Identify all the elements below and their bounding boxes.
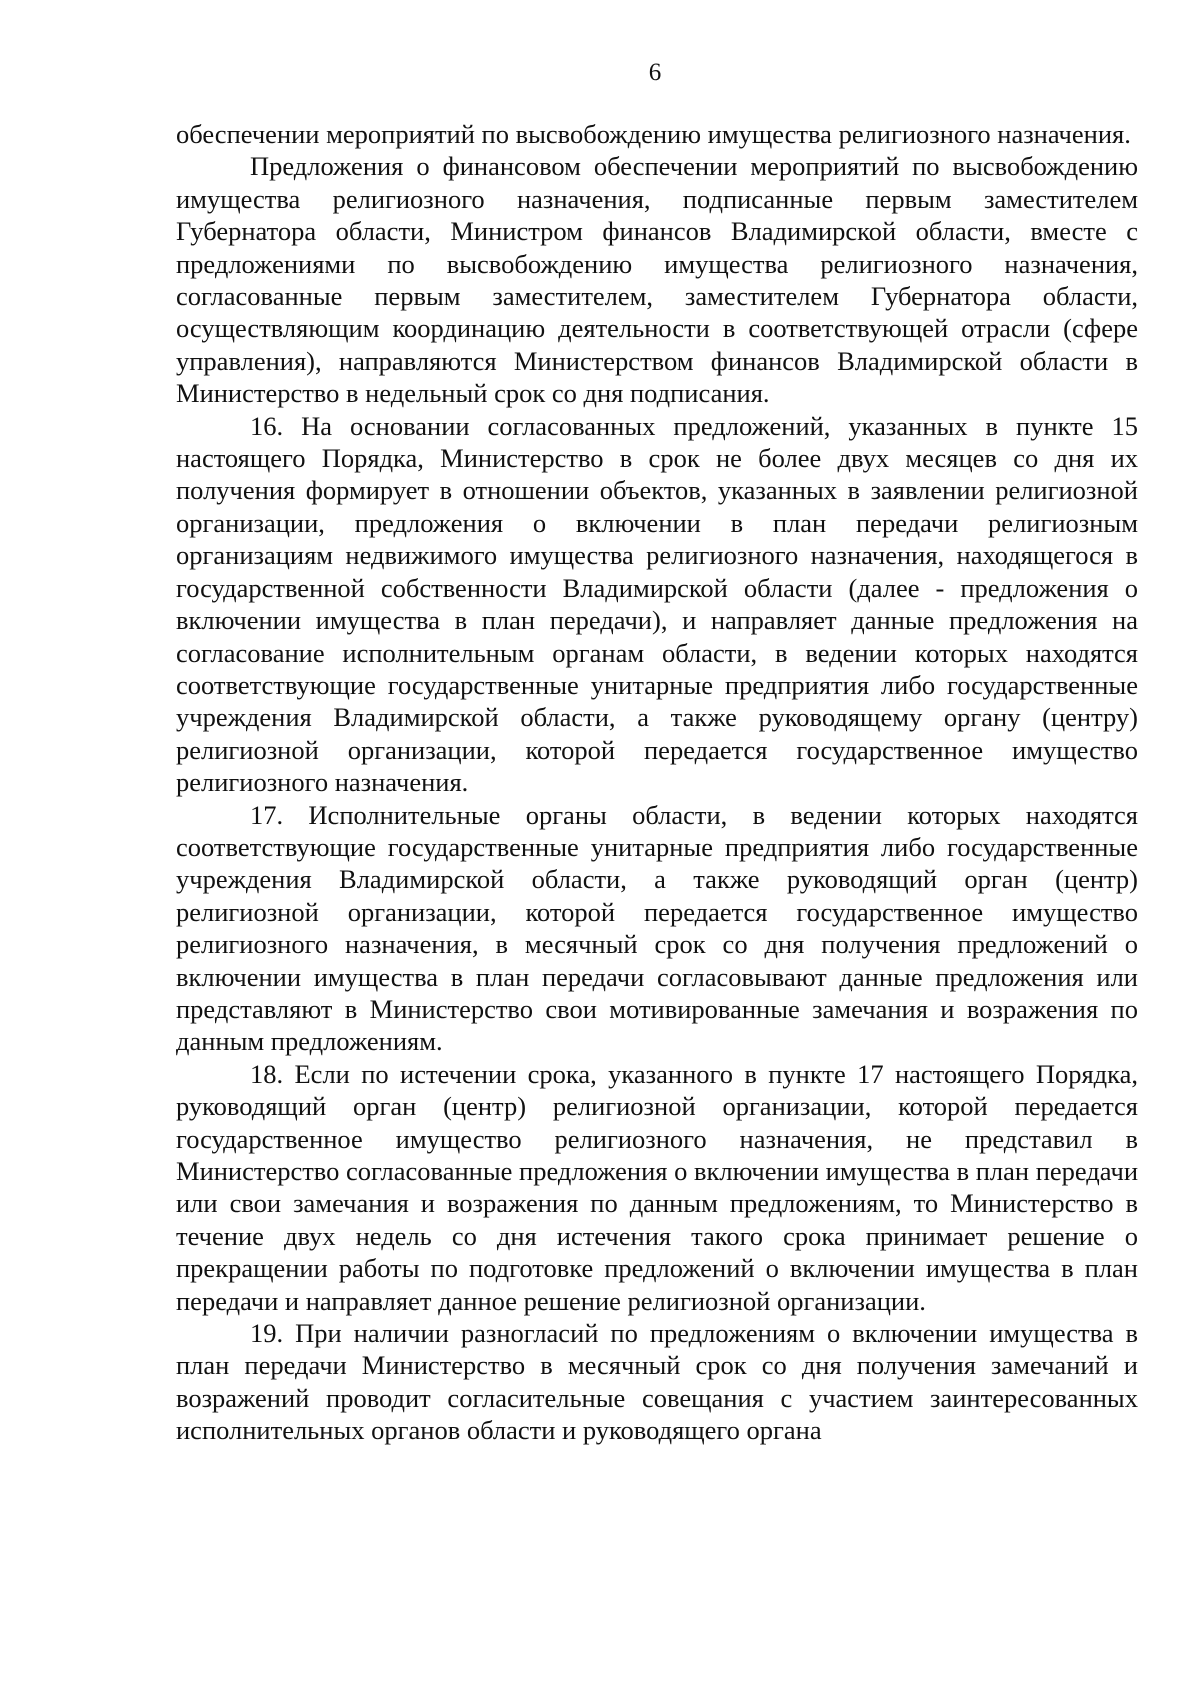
- document-body: [176, 118, 1138, 1447]
- paragraph-item-17: 17. Исполнительные органы области, в ведении которых находятся соответствующие государственные унитарные предприятия либо государственные учреждения Владимирской области, а также руководящий орган (центр) религиозной организации, которой передается государственное имущество религиозного назначения, в месячный срок со дня получения предложений о включении имущества в план передачи согласовывают данные предложения или представляют в Министерство свои мотивированные замечания и возражения по данным предложениям.: [176, 799, 1138, 1057]
- paragraph-financial-proposals: Предложения о финансовом обеспечении мероприятий по высвобождению имущества религиозного назначения, подписанные первым заместителем Губернатора области, Министром финансов Владимирской области, вместе с предложениями по высвобождению имущества религиозного назначения, согласованные первым заместителем, заместителем Губернатора области, осуществляющим координацию деятельности в соответствующей отрасли (сфере управления), направляются Министерством финансов Владимирской области в Министерство в недельный срок со дня подписания.: [176, 151, 1138, 409]
- paragraph-item-16: 16. На основании согласованных предложений, указанных в пункте 15 настоящего Порядка, Министерство в срок не более двух месяцев со дня их получения формирует в отношении объектов, указанных в заявлении религиозной организации, предложения о включении в план передачи религиозным организациям недвижимого имущества религиозного назначения, находящегося в государственной собственности Владимирской области (далее - предложения о включении имущества в план передачи), и направляет данные предложения на согласование исполнительным органам области, в ведении которых находятся соответствующие государственные унитарные предприятия либо государственные учреждения Владимирской области, а также руководящему органу (центру) религиозной организации, которой передается государственное имущество религиозного назначения.: [176, 410, 1138, 798]
- paragraph-item-18: 18. Если по истечении срока, указанного в пункте 17 настоящего Порядка, руководящий орган (центр) религиозной организации, которой передается государственное имущество религиозного назначения, не представил в Министерство согласованные предложения о включении имущества в план передачи или свои замечания и возражения по данным предложениям, то Министерство в течение двух недель со дня истечения такого срока принимает решение о прекращении работы по подготовке предложений о включении имущества в план передачи и направляет данное решение религиозной организации.: [176, 1058, 1138, 1316]
- paragraph-item-19: 19. При наличии разногласий по предложениям о включении имущества в план передачи Министерство в месячный срок со дня получения замечаний и возражений проводит согласительные совещания с участием заинтересованных исполнительных органов области и руководящего органа: [176, 1318, 1138, 1446]
- paragraph-continuation: обеспечении мероприятий по высвобождению имущества религиозного назначения.: [176, 119, 1131, 149]
- page-number: 6: [648, 59, 662, 86]
